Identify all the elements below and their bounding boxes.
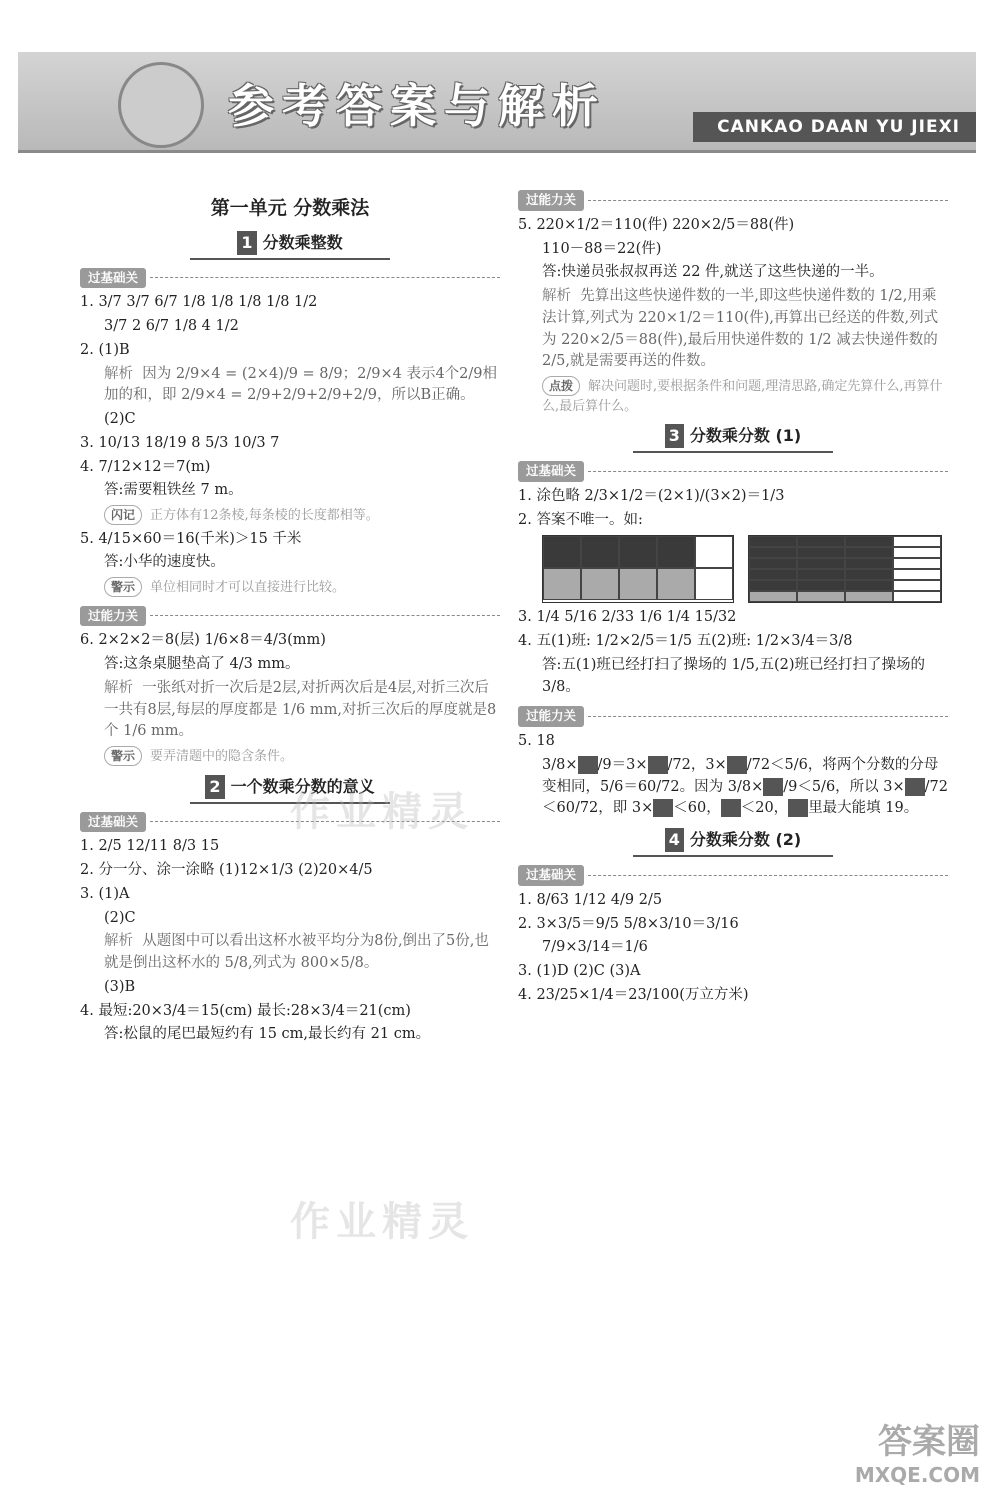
answer-line: 1. 2/5 12/11 8/3 15	[80, 838, 220, 855]
tip-note: 点拨 解决问题时,要根据条件和问题,理清思路,确定先算什么,再算什么,最后算什么。	[518, 376, 948, 416]
answer-line: (2)C	[104, 411, 136, 427]
answer-line: 7/9×3/14＝1/6	[542, 939, 648, 956]
answer-line: 5. 220×1/2＝110(件) 220×2/5＝88(件)	[518, 216, 795, 233]
unit-title: 第一单元 分数乘法	[210, 197, 370, 219]
page-subtitle: CANKAO DAAN YU JIEXI	[693, 112, 976, 142]
answer-line: 2. 答案不唯一。如:	[518, 511, 643, 528]
fraction-diagram-left	[542, 535, 734, 603]
tag-basic: 过基础关	[518, 865, 948, 886]
blank-box-icon	[578, 756, 598, 774]
answer-line: 1. 8/63 1/12 4/9 2/5	[518, 891, 663, 908]
answer-line: 2. 3×3/5＝9/5 5/8×3/10＝3/16	[518, 915, 739, 932]
header-banner	[18, 52, 976, 153]
tag-ability: 过能力关	[518, 706, 948, 727]
explanation: 解析 从题图中可以看出这杯水被平均分为8份,倒出了5份,也就是倒出这杯水的 5/8,列式为 800×5/8。	[104, 933, 489, 971]
answer-line: 答:小华的速度快。	[104, 554, 225, 571]
tip-note: 闪记 正方体有12条棱,每条棱的长度都相等。	[80, 505, 500, 526]
section-title-3	[633, 424, 833, 453]
answer-line: 6. 2×2×2＝8(层) 1/6×8＝4/3(mm)	[80, 632, 326, 649]
watermark: 作业精灵	[290, 789, 474, 835]
right-column	[518, 180, 948, 1009]
watermark: 作业精灵	[290, 1199, 474, 1245]
answer-line: 3. (1)A	[80, 885, 130, 902]
answer-line: 5. 4/15×60＝16(千米)＞15 千米	[80, 530, 302, 547]
tag-basic: 过基础关	[518, 461, 948, 482]
answer-line: 3/7 2 6/7 1/8 4 1/2	[104, 318, 239, 334]
blank-box-icon	[653, 799, 673, 817]
section-label: 分数乘分数 (1)	[689, 426, 802, 445]
answer-line: (3)B	[104, 978, 136, 995]
section-number: 3	[665, 424, 684, 448]
answer-line: 1. 涂色略 2/3×1/2＝(2×1)/(3×2)＝1/3	[518, 487, 785, 504]
answer-line: 5. 18	[518, 733, 555, 749]
blank-box-icon	[763, 778, 783, 796]
answer-line: 4. 23/25×1/4＝23/100(万立方米)	[518, 986, 749, 1003]
page-title: 参考答案与解析	[228, 79, 606, 133]
answer-line: 答:这条桌腿垫高了 4/3 mm。	[104, 656, 300, 672]
blank-box-icon	[727, 756, 747, 774]
answer-line: 2. 分一分、涂一涂略 (1)12×1/3 (2)20×4/5	[80, 862, 373, 878]
blank-box-icon	[721, 799, 741, 817]
explanation: 解析 一张纸对折一次后是2层,对折两次后是4层,对折三次后一共有8层,每层的厚度都是 1/6 mm,对折三次后的厚度就是8个 1/6 mm。	[104, 679, 497, 740]
section-number: 2	[205, 775, 224, 799]
blank-box-icon	[648, 756, 668, 774]
tag-basic: 过基础关	[80, 812, 500, 833]
tag-basic: 过基础关	[80, 268, 500, 289]
site-watermark: 答案圈 MXQE.COM	[854, 1422, 980, 1487]
section-label: 分数乘分数 (2)	[689, 830, 802, 849]
answer-line: (2)C	[104, 909, 136, 926]
section-label: 分数乘整数	[262, 232, 343, 252]
answer-line: 2. (1)B	[80, 341, 130, 358]
tag-ability: 过能力关	[80, 606, 500, 627]
explanation: 解析 先算出这些快递件数的一半,即这些快递件数的 1/2,用乘法计算,列式为 220×1/2＝110(件),再算出已经送的件数,列式为 220×2/5＝88(件),最后用快递件数的 1/2 减去快递件数的 2/5,就是需要再送的件数。	[542, 288, 939, 370]
tip-note: 警示 单位相同时才可以直接进行比较。	[80, 577, 500, 598]
section-number: 4	[665, 828, 684, 852]
answer-line: 3. (1)D (2)C (3)A	[518, 963, 641, 979]
blank-box-icon	[788, 799, 808, 817]
section-title-4	[633, 828, 833, 857]
fraction-diagram-right	[748, 535, 942, 603]
explanation: 解析 因为 2/9×4 = (2×4)/9 = 8/9；2/9×4 表示4个2/9相加的和，即 2/9×4 = 2/9+2/9+2/9+2/9，所以B正确。	[104, 365, 498, 404]
answer-line: 4. 最短:20×3/4＝15(cm) 最长:28×3/4＝21(cm)	[80, 1002, 411, 1019]
answer-line: 3. 1/4 5/16 2/33 1/6 1/4 15/32	[518, 609, 737, 626]
answer-line: 答:需要粗铁丝 7 m。	[104, 482, 243, 499]
blank-box-icon	[905, 778, 925, 796]
tip-note: 警示 要弄清题中的隐含条件。	[80, 746, 500, 767]
answer-line: 答:五(1)班已经打扫了操场的 1/5,五(2)班已经打扫了操场的 3/8。	[542, 656, 926, 695]
answer-line: 1. 3/7 3/7 6/7 1/8 1/8 1/8 1/8 1/2	[80, 294, 318, 311]
answer-line: 答:松鼠的尾巴最短约有 15 cm,最长约有 21 cm。	[104, 1026, 431, 1043]
mascot-illustration	[118, 62, 204, 148]
left-column	[80, 180, 500, 1048]
answer-line: 4. 五(1)班: 1/2×2/5＝1/5 五(2)班: 1/2×3/4＝3/8	[518, 633, 853, 649]
section-label: 一个数乘分数的意义	[230, 776, 375, 796]
explanation-with-boxes: 3/8× /9＝3× /72，3× /72＜5/6，将两个分数的分母变相同，5/6＝60/72。因为 3/8× /9＜5/6，所以 3× /72＜60/72，即 3× ＜60， ＜20， 里最大能填 19。	[542, 756, 948, 817]
answer-line: 3. 10/13 18/19 8 5/3 10/3 7	[80, 434, 280, 451]
answer-line: 答:快递员张叔叔再送 22 件,就送了这些快递的一半。	[542, 264, 884, 281]
section-title-1	[190, 231, 390, 260]
tag-ability: 过能力关	[518, 190, 948, 211]
answer-line: 4. 7/12×12＝7(m)	[80, 458, 211, 475]
answer-line: 110－88＝22(件)	[542, 240, 662, 257]
fraction-diagrams	[542, 535, 948, 603]
section-number: 1	[237, 231, 256, 255]
